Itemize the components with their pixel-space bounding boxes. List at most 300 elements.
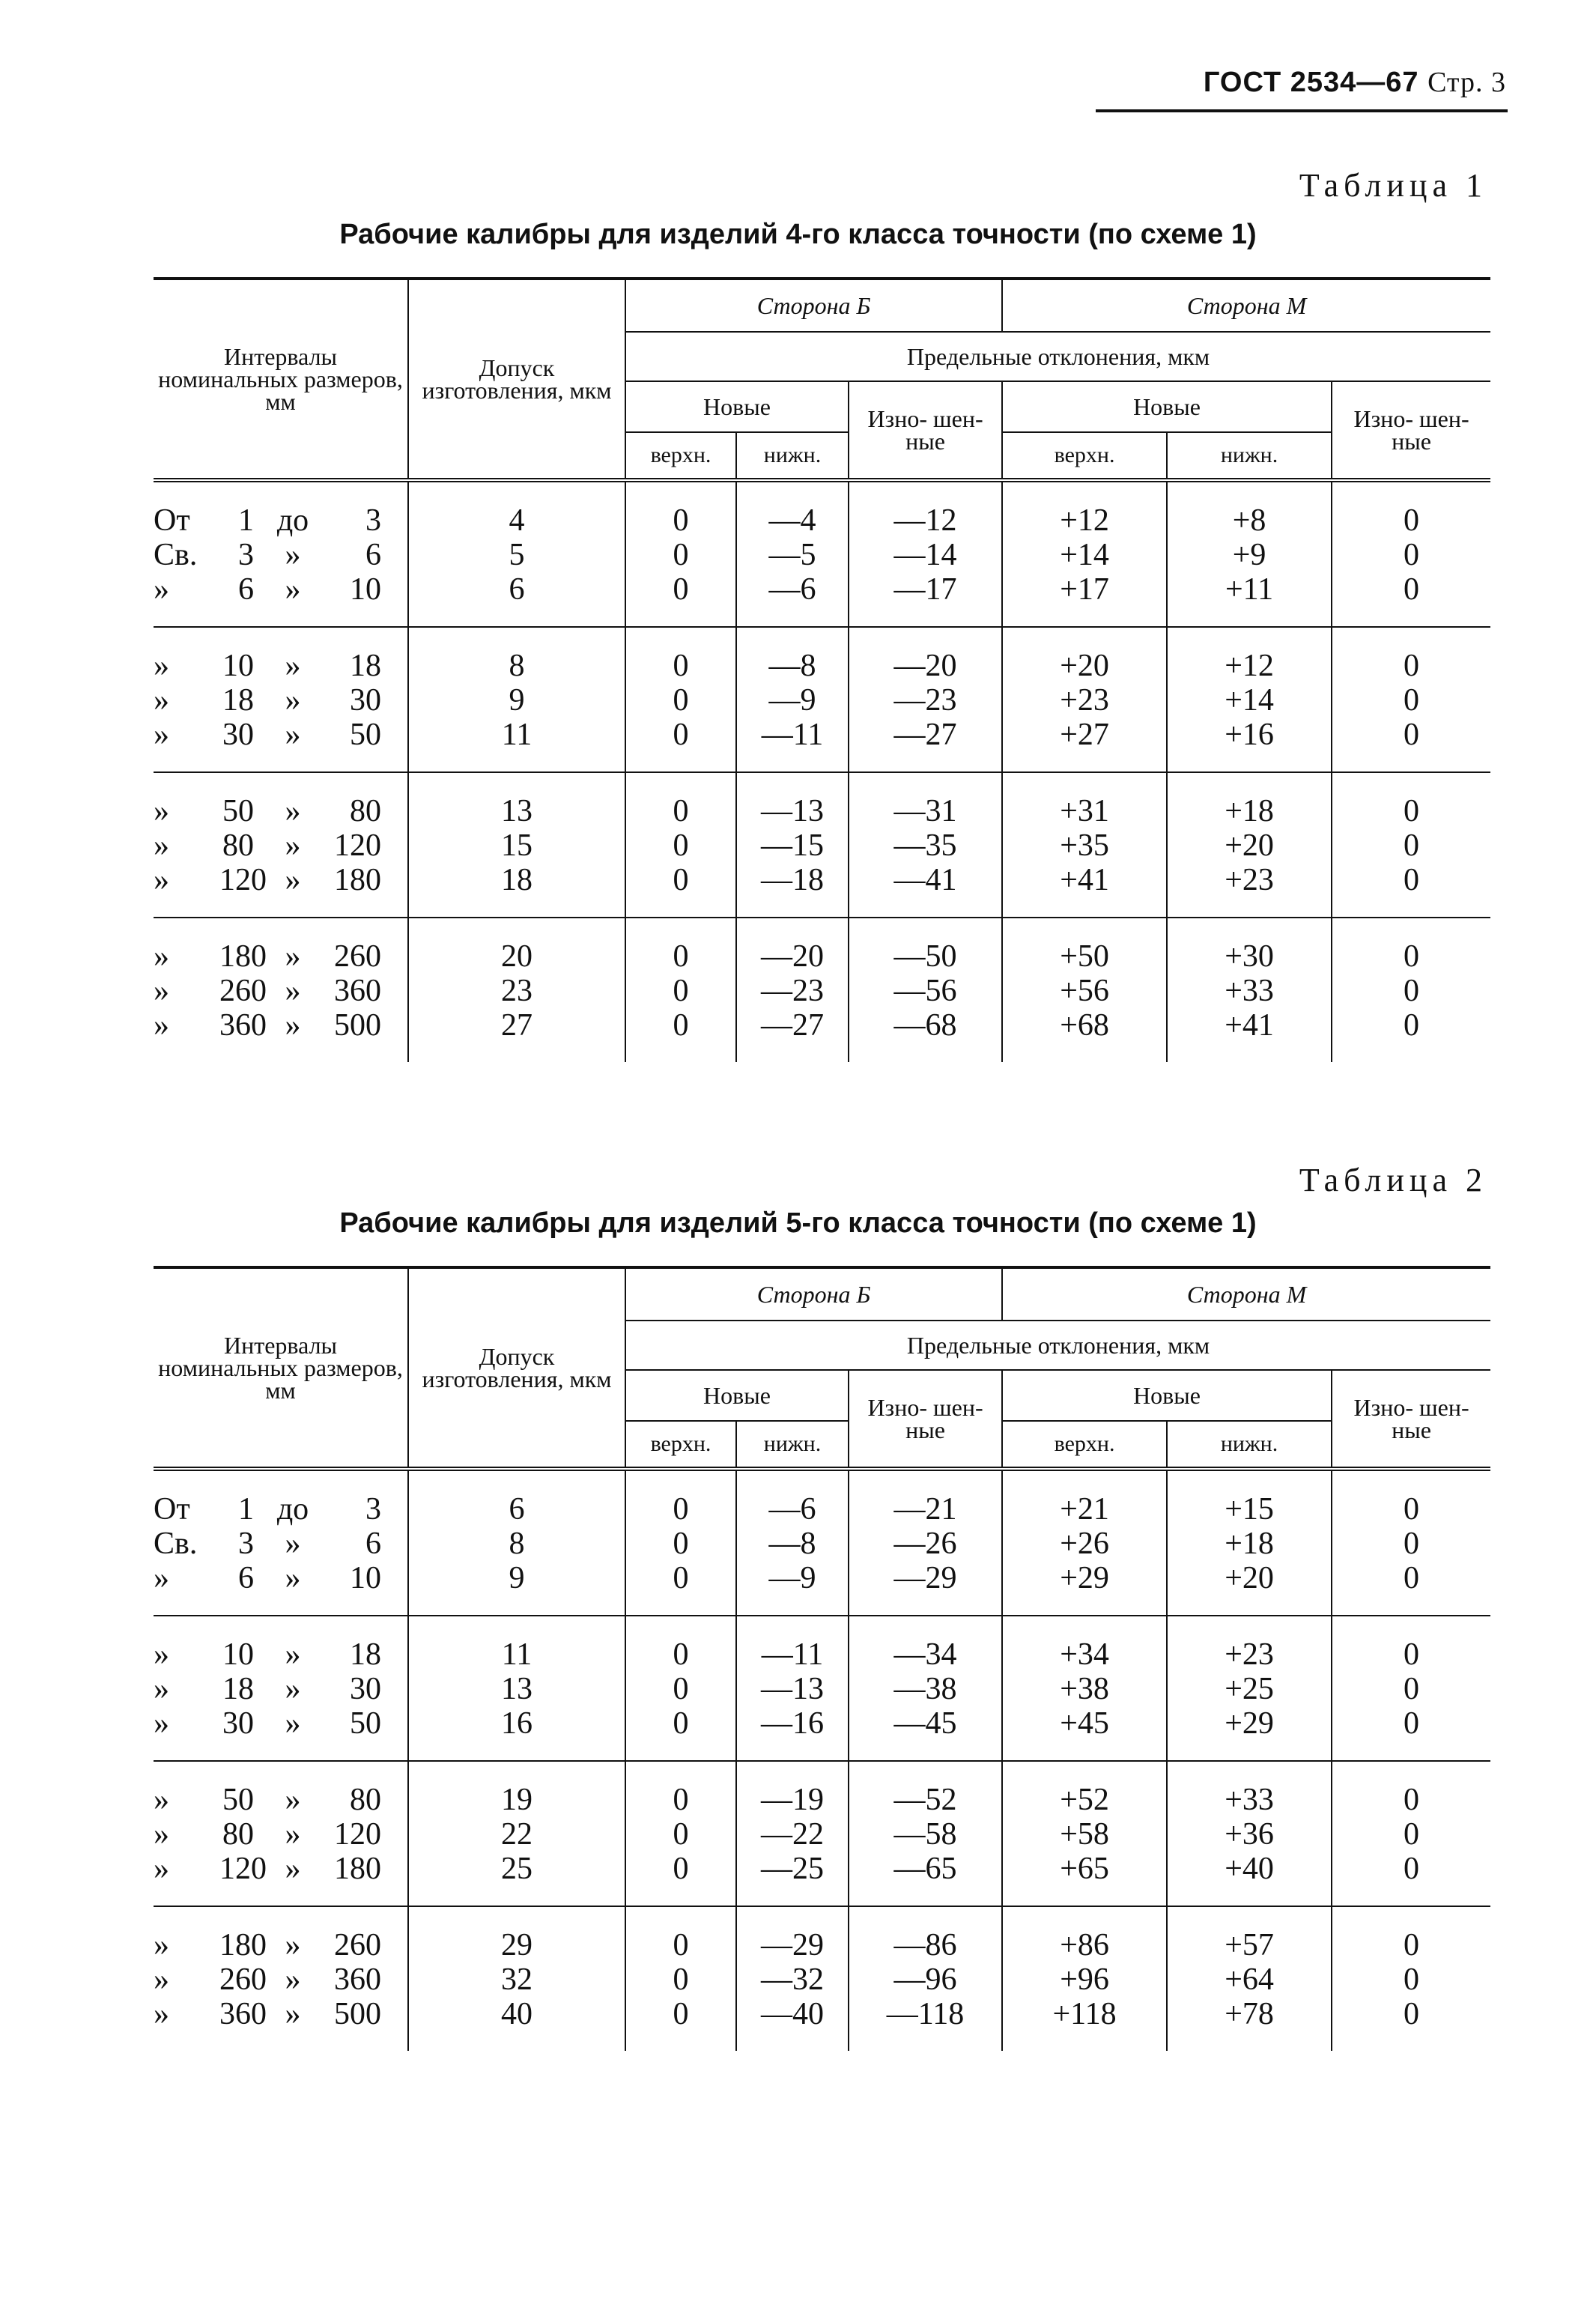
tolerance-cell: 9 — [408, 683, 625, 718]
side-m-worn-cell: 0 — [1332, 538, 1490, 572]
side-m-upper-cell: +29 — [1002, 1561, 1167, 1616]
tolerance-cell: 29 — [408, 1906, 625, 1962]
interval-from: 30 — [222, 1706, 254, 1741]
table-row — [154, 1561, 1490, 1616]
side-b-lower-cell: —27 — [736, 1008, 849, 1062]
side-m-worn-cell: 0 — [1332, 1906, 1490, 1962]
interval-prefix: » — [154, 794, 169, 828]
table-row — [154, 1962, 1490, 1997]
side-b-worn-cell: —52 — [849, 1761, 1002, 1817]
side-b-upper-header: верхн. — [625, 432, 736, 480]
interval-prefix: Св. — [154, 538, 198, 572]
side-m-upper-cell: +41 — [1002, 863, 1167, 918]
side-b-worn-cell: —38 — [849, 1672, 1002, 1706]
interval-prefix: » — [154, 1997, 169, 2031]
side-b-worn-cell: —45 — [849, 1706, 1002, 1761]
side-m-lower-cell: +36 — [1167, 1817, 1332, 1852]
interval-prefix: » — [154, 863, 169, 897]
table-row — [154, 627, 1490, 683]
side-b-upper-cell: 0 — [625, 718, 736, 772]
table-row — [154, 480, 1490, 538]
table-row — [154, 683, 1490, 718]
interval-separator: до — [276, 503, 309, 538]
table-row — [154, 1997, 1490, 2051]
side-b-worn-cell: —21 — [849, 1469, 1002, 1527]
row-group — [154, 918, 1490, 1062]
side-b-lower-cell: —8 — [736, 627, 849, 683]
side-b-upper-cell: 0 — [625, 1672, 736, 1706]
side-b-upper-cell: 0 — [625, 1706, 736, 1761]
side-b-header: Сторона Б — [625, 1267, 1002, 1321]
interval-to: 500 — [334, 1008, 381, 1043]
interval-to: 18 — [350, 1637, 381, 1672]
side-b-upper-cell: 0 — [625, 683, 736, 718]
interval-from: 50 — [222, 794, 254, 828]
side-b-lower-cell: —15 — [736, 828, 849, 863]
interval-cell — [154, 828, 408, 863]
side-m-lower-cell: +18 — [1167, 772, 1332, 828]
side-m-worn-cell: 0 — [1332, 718, 1490, 772]
interval-prefix: » — [154, 1672, 169, 1706]
side-m-upper-cell: +20 — [1002, 627, 1167, 683]
interval-to: 260 — [334, 939, 381, 974]
side-m-lower-cell: +41 — [1167, 1008, 1332, 1062]
side-b-worn-cell: —96 — [849, 1962, 1002, 1997]
interval-prefix: » — [154, 1706, 169, 1741]
tolerance-cell: 11 — [408, 1616, 625, 1672]
side-b-upper-header: верхн. — [625, 1421, 736, 1469]
interval-prefix: » — [154, 683, 169, 718]
interval-cell — [154, 1852, 408, 1906]
interval-separator: » — [285, 1561, 301, 1595]
interval-from: 260 — [219, 974, 267, 1008]
interval-to: 30 — [350, 1672, 381, 1706]
table-row — [154, 1852, 1490, 1906]
side-b-upper-cell: 0 — [625, 1527, 736, 1561]
side-m-lower-cell: +57 — [1167, 1906, 1332, 1962]
limit-deviations-header: Предельные отклонения, мкм — [625, 1321, 1490, 1370]
interval-from: 1 — [238, 1492, 254, 1527]
side-b-worn-cell: —27 — [849, 718, 1002, 772]
interval-cell — [154, 1906, 408, 1962]
interval-to: 80 — [350, 1783, 381, 1817]
side-m-worn-cell: 0 — [1332, 1817, 1490, 1852]
interval-from: 80 — [222, 1817, 254, 1852]
side-m-worn-cell: 0 — [1332, 1469, 1490, 1527]
side-b-header: Сторона Б — [625, 279, 1002, 332]
interval-prefix: » — [154, 649, 169, 683]
interval-from: 360 — [219, 1008, 267, 1043]
tolerance-cell: 15 — [408, 828, 625, 863]
interval-separator: » — [285, 1672, 301, 1706]
table-row — [154, 1616, 1490, 1672]
table1-title: Рабочие калибры для изделий 4-го класса точности (по схеме 1) — [339, 219, 1257, 250]
table2-title: Рабочие калибры для изделий 5-го класса точности (по схеме 1) — [339, 1207, 1257, 1239]
side-b-worn-cell: —12 — [849, 480, 1002, 538]
tolerance-cell: 5 — [408, 538, 625, 572]
side-m-lower-cell: +11 — [1167, 572, 1332, 627]
side-m-upper-cell: +96 — [1002, 1962, 1167, 1997]
side-m-lower-cell: +9 — [1167, 538, 1332, 572]
interval-to: 500 — [334, 1997, 381, 2031]
side-b-worn-cell: —35 — [849, 828, 1002, 863]
side-b-lower-cell: —11 — [736, 718, 849, 772]
side-b-lower-cell: —11 — [736, 1616, 849, 1672]
interval-prefix: » — [154, 974, 169, 1008]
table2 — [154, 1266, 1490, 2051]
interval-to: 50 — [350, 1706, 381, 1741]
side-m-upper-cell: +23 — [1002, 683, 1167, 718]
side-b-lower-header: нижн. — [736, 1421, 849, 1469]
interval-from: 10 — [222, 1637, 254, 1672]
side-b-lower-cell: —8 — [736, 1527, 849, 1561]
side-m-upper-cell: +65 — [1002, 1852, 1167, 1906]
interval-to: 6 — [365, 1527, 381, 1561]
side-b-lower-cell: —5 — [736, 538, 849, 572]
side-m-upper-cell: +52 — [1002, 1761, 1167, 1817]
interval-to: 30 — [350, 683, 381, 718]
interval-from: 10 — [222, 649, 254, 683]
side-m-worn-cell: 0 — [1332, 1852, 1490, 1906]
interval-from: 180 — [219, 1928, 267, 1962]
side-m-upper-cell: +56 — [1002, 974, 1167, 1008]
interval-cell — [154, 1761, 408, 1817]
tolerance-cell: 16 — [408, 1706, 625, 1761]
interval-cell — [154, 538, 408, 572]
interval-cell — [154, 772, 408, 828]
interval-separator: » — [285, 1527, 301, 1561]
side-m-lower-cell: +23 — [1167, 1616, 1332, 1672]
tolerance-cell: 19 — [408, 1761, 625, 1817]
interval-prefix: » — [154, 1008, 169, 1043]
side-b-upper-cell: 0 — [625, 1962, 736, 1997]
side-b-upper-cell: 0 — [625, 772, 736, 828]
side-b-worn-cell: —23 — [849, 683, 1002, 718]
side-m-upper-header: верхн. — [1002, 432, 1167, 480]
side-b-worn-cell: —14 — [849, 538, 1002, 572]
tolerance-header: Допуск изготовления, мкм — [408, 1267, 625, 1469]
interval-from: 360 — [219, 1997, 267, 2031]
side-m-lower-cell: +16 — [1167, 718, 1332, 772]
side-m-worn-cell: 0 — [1332, 627, 1490, 683]
side-b-upper-cell: 0 — [625, 1561, 736, 1616]
tolerance-cell: 9 — [408, 1561, 625, 1616]
side-m-upper-cell: +38 — [1002, 1672, 1167, 1706]
side-b-lower-cell: —23 — [736, 974, 849, 1008]
interval-separator: » — [285, 1997, 301, 2031]
interval-prefix: » — [154, 572, 169, 607]
interval-from: 6 — [238, 1561, 254, 1595]
side-m-worn-header: Изно- шен- ные — [1332, 381, 1490, 480]
side-b-lower-cell: —19 — [736, 1761, 849, 1817]
interval-from: 120 — [219, 863, 267, 897]
interval-separator: » — [285, 863, 301, 897]
interval-separator: до — [276, 1492, 309, 1527]
interval-cell — [154, 1616, 408, 1672]
interval-cell — [154, 1672, 408, 1706]
interval-to: 3 — [365, 1492, 381, 1527]
interval-prefix: » — [154, 1561, 169, 1595]
interval-from: 1 — [238, 503, 254, 538]
tolerance-cell: 20 — [408, 918, 625, 974]
side-b-upper-cell: 0 — [625, 918, 736, 974]
side-m-upper-cell: +21 — [1002, 1469, 1167, 1527]
row-group — [154, 772, 1490, 918]
side-b-upper-cell: 0 — [625, 1906, 736, 1962]
interval-separator: » — [285, 649, 301, 683]
interval-cell — [154, 1962, 408, 1997]
side-m-worn-cell: 0 — [1332, 1672, 1490, 1706]
interval-from: 120 — [219, 1852, 267, 1886]
interval-prefix: » — [154, 1962, 169, 1997]
table-row — [154, 1008, 1490, 1062]
tolerance-cell: 18 — [408, 863, 625, 918]
interval-to: 80 — [350, 794, 381, 828]
table-row — [154, 772, 1490, 828]
row-group — [154, 1616, 1490, 1761]
tolerance-cell: 22 — [408, 1817, 625, 1852]
side-m-lower-cell: +15 — [1167, 1469, 1332, 1527]
interval-prefix: » — [154, 718, 169, 752]
interval-cell — [154, 718, 408, 772]
interval-separator: » — [285, 1008, 301, 1043]
interval-to: 120 — [334, 1817, 381, 1852]
row-group — [154, 1469, 1490, 1616]
side-b-upper-cell: 0 — [625, 1761, 736, 1817]
side-m-worn-cell: 0 — [1332, 974, 1490, 1008]
row-group — [154, 627, 1490, 772]
side-m-worn-cell: 0 — [1332, 828, 1490, 863]
interval-separator: » — [285, 718, 301, 752]
side-m-upper-cell: +31 — [1002, 772, 1167, 828]
side-b-upper-cell: 0 — [625, 1616, 736, 1672]
tolerance-cell: 40 — [408, 1997, 625, 2051]
interval-separator: » — [285, 828, 301, 863]
side-m-worn-cell: 0 — [1332, 683, 1490, 718]
side-m-upper-cell: +26 — [1002, 1527, 1167, 1561]
side-m-lower-cell: +20 — [1167, 828, 1332, 863]
interval-prefix: » — [154, 1852, 169, 1886]
side-b-worn-header: Изно- шен- ные — [849, 381, 1002, 480]
side-b-worn-cell: —86 — [849, 1906, 1002, 1962]
side-b-worn-cell: —58 — [849, 1817, 1002, 1852]
interval-separator: » — [285, 794, 301, 828]
table-row — [154, 718, 1490, 772]
side-b-upper-cell: 0 — [625, 572, 736, 627]
interval-cell — [154, 480, 408, 538]
table2-label: Таблица 2 — [1299, 1162, 1487, 1198]
side-m-header: Сторона М — [1002, 279, 1490, 332]
side-m-upper-cell: +17 — [1002, 572, 1167, 627]
side-m-worn-cell: 0 — [1332, 1761, 1490, 1817]
side-m-lower-cell: +40 — [1167, 1852, 1332, 1906]
side-m-worn-cell: 0 — [1332, 1997, 1490, 2051]
tolerance-cell: 8 — [408, 627, 625, 683]
side-b-upper-cell: 0 — [625, 1852, 736, 1906]
side-m-lower-cell: +33 — [1167, 1761, 1332, 1817]
side-m-worn-cell: 0 — [1332, 1706, 1490, 1761]
side-b-lower-cell: —22 — [736, 1817, 849, 1852]
side-b-upper-cell: 0 — [625, 863, 736, 918]
interval-to: 360 — [334, 1962, 381, 1997]
side-m-worn-cell: 0 — [1332, 1616, 1490, 1672]
interval-separator: » — [285, 572, 301, 607]
side-b-worn-cell: —17 — [849, 572, 1002, 627]
side-b-new-header: Новые — [625, 381, 849, 432]
side-m-lower-cell: +29 — [1167, 1706, 1332, 1761]
side-m-upper-cell: +27 — [1002, 718, 1167, 772]
interval-to: 180 — [334, 863, 381, 897]
interval-from: 180 — [219, 939, 267, 974]
tolerance-cell: 13 — [408, 772, 625, 828]
table-row — [154, 1706, 1490, 1761]
side-b-lower-cell: —4 — [736, 480, 849, 538]
side-b-lower-cell: —40 — [736, 1997, 849, 2051]
side-b-worn-header: Изно- шен- ные — [849, 1370, 1002, 1469]
tolerance-cell: 11 — [408, 718, 625, 772]
side-b-upper-cell: 0 — [625, 1469, 736, 1527]
table1-label: Таблица 1 — [1299, 167, 1487, 204]
side-b-upper-cell: 0 — [625, 1008, 736, 1062]
interval-to: 180 — [334, 1852, 381, 1886]
side-m-upper-cell: +12 — [1002, 480, 1167, 538]
interval-from: 80 — [222, 828, 254, 863]
side-b-worn-cell: —50 — [849, 918, 1002, 974]
interval-header: Интервалы номинальных размеров, мм — [154, 1267, 408, 1469]
side-b-worn-cell: —118 — [849, 1997, 1002, 2051]
side-m-worn-cell: 0 — [1332, 918, 1490, 974]
tolerance-cell: 27 — [408, 1008, 625, 1062]
interval-cell — [154, 1527, 408, 1561]
tolerance-cell: 4 — [408, 480, 625, 538]
side-b-new-header: Новые — [625, 1370, 849, 1421]
tolerance-cell: 25 — [408, 1852, 625, 1906]
table-row — [154, 1469, 1490, 1527]
interval-separator: » — [285, 1637, 301, 1672]
interval-from: 18 — [222, 683, 254, 718]
side-b-upper-cell: 0 — [625, 627, 736, 683]
interval-prefix: » — [154, 1817, 169, 1852]
side-b-upper-cell: 0 — [625, 480, 736, 538]
side-m-worn-cell: 0 — [1332, 1008, 1490, 1062]
side-m-worn-cell: 0 — [1332, 1561, 1490, 1616]
table-row — [154, 1817, 1490, 1852]
side-b-upper-cell: 0 — [625, 1997, 736, 2051]
row-group — [154, 480, 1490, 627]
side-b-worn-cell: —29 — [849, 1561, 1002, 1616]
tolerance-cell: 8 — [408, 1527, 625, 1561]
side-b-lower-cell: —18 — [736, 863, 849, 918]
side-b-lower-cell: —16 — [736, 1706, 849, 1761]
side-b-lower-cell: —20 — [736, 918, 849, 974]
table-row — [154, 572, 1490, 627]
side-b-worn-cell: —65 — [849, 1852, 1002, 1906]
side-b-worn-cell: —68 — [849, 1008, 1002, 1062]
interval-separator: » — [285, 683, 301, 718]
interval-from: 30 — [222, 718, 254, 752]
side-m-upper-cell: +118 — [1002, 1997, 1167, 2051]
interval-cell — [154, 1008, 408, 1062]
interval-cell — [154, 974, 408, 1008]
side-b-lower-cell: —9 — [736, 1561, 849, 1616]
table-row — [154, 1672, 1490, 1706]
interval-separator: » — [285, 1962, 301, 1997]
tolerance-cell: 13 — [408, 1672, 625, 1706]
side-b-lower-cell: —6 — [736, 1469, 849, 1527]
side-b-worn-cell: —31 — [849, 772, 1002, 828]
interval-to: 120 — [334, 828, 381, 863]
interval-to: 6 — [365, 538, 381, 572]
side-b-upper-cell: 0 — [625, 1817, 736, 1852]
table-row — [154, 1761, 1490, 1817]
page-header — [1204, 66, 1506, 99]
interval-from: 260 — [219, 1962, 267, 1997]
side-m-upper-cell: +86 — [1002, 1906, 1167, 1962]
side-m-lower-cell: +18 — [1167, 1527, 1332, 1561]
table1 — [154, 277, 1490, 1062]
side-b-lower-cell: —13 — [736, 1672, 849, 1706]
interval-to: 50 — [350, 718, 381, 752]
side-m-upper-cell: +68 — [1002, 1008, 1167, 1062]
interval-separator: » — [285, 538, 301, 572]
side-b-worn-cell: —56 — [849, 974, 1002, 1008]
side-m-upper-cell: +14 — [1002, 538, 1167, 572]
table-row — [154, 1527, 1490, 1561]
page-number: Стр. 3 — [1427, 67, 1506, 98]
interval-to: 18 — [350, 649, 381, 683]
interval-from: 50 — [222, 1783, 254, 1817]
side-m-upper-cell: +34 — [1002, 1616, 1167, 1672]
interval-prefix: » — [154, 1928, 169, 1962]
side-b-worn-cell: —41 — [849, 863, 1002, 918]
interval-prefix: От — [154, 503, 190, 538]
interval-separator: » — [285, 939, 301, 974]
interval-prefix: » — [154, 828, 169, 863]
side-m-lower-cell: +8 — [1167, 480, 1332, 538]
side-b-worn-cell: —20 — [849, 627, 1002, 683]
interval-cell — [154, 1561, 408, 1616]
interval-header: Интервалы номинальных размеров, мм — [154, 279, 408, 480]
interval-to: 10 — [350, 572, 381, 607]
table-row — [154, 863, 1490, 918]
interval-cell — [154, 572, 408, 627]
side-m-worn-cell: 0 — [1332, 772, 1490, 828]
interval-cell — [154, 1817, 408, 1852]
interval-prefix: » — [154, 939, 169, 974]
tolerance-cell: 32 — [408, 1962, 625, 1997]
interval-to: 260 — [334, 1928, 381, 1962]
interval-prefix: Св. — [154, 1527, 198, 1561]
interval-from: 3 — [238, 538, 254, 572]
side-b-lower-header: нижн. — [736, 432, 849, 480]
side-b-lower-cell: —9 — [736, 683, 849, 718]
document-number: ГОСТ 2534—67 — [1203, 67, 1419, 98]
interval-separator: » — [285, 974, 301, 1008]
interval-cell — [154, 863, 408, 918]
interval-cell — [154, 918, 408, 974]
side-m-lower-cell: +78 — [1167, 1997, 1332, 2051]
side-b-lower-cell: —13 — [736, 772, 849, 828]
interval-to: 10 — [350, 1561, 381, 1595]
interval-cell — [154, 1469, 408, 1527]
table-row — [154, 1906, 1490, 1962]
side-b-upper-cell: 0 — [625, 828, 736, 863]
side-b-upper-cell: 0 — [625, 538, 736, 572]
side-b-lower-cell: —29 — [736, 1906, 849, 1962]
side-m-worn-cell: 0 — [1332, 1527, 1490, 1561]
side-m-upper-cell: +50 — [1002, 918, 1167, 974]
side-m-new-header: Новые — [1002, 381, 1332, 432]
